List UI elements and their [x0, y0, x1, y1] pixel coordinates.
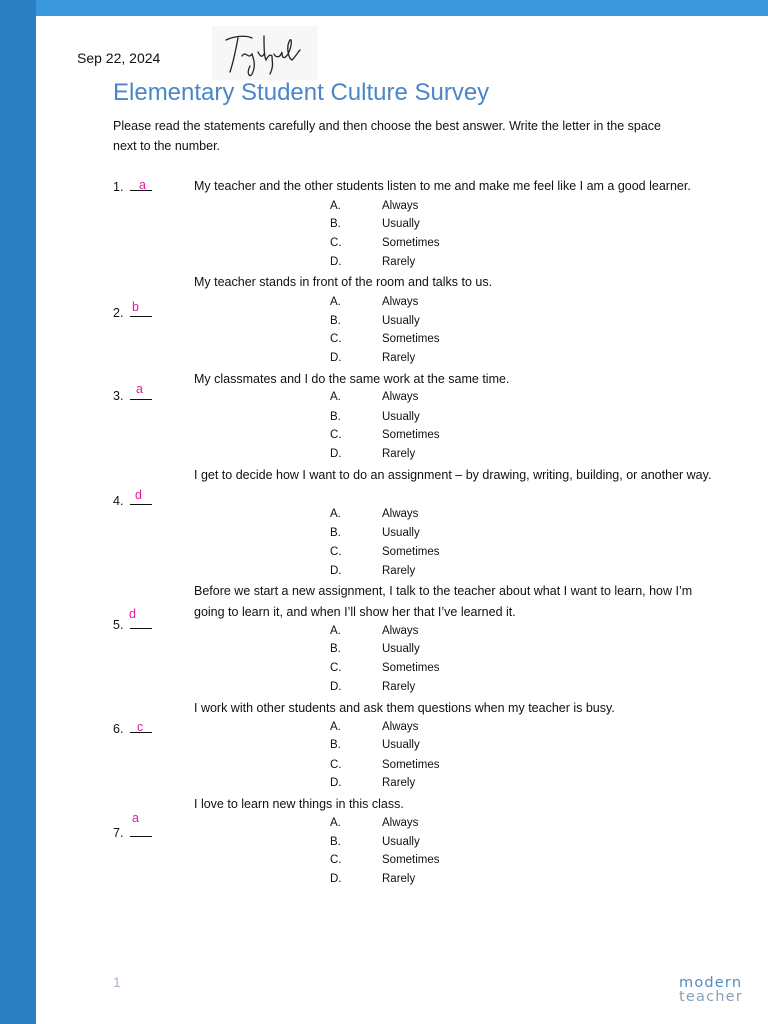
- page-title: Elementary Student Culture Survey: [113, 79, 490, 106]
- side-accent-bar: [0, 0, 36, 1024]
- answer-letter: d: [129, 607, 136, 621]
- signature-image: [212, 26, 318, 80]
- question-text: I work with other students and ask them questions when my teacher is busy.: [194, 701, 615, 715]
- question-text: My classmates and I do the same work at the same time.: [194, 372, 510, 386]
- brand-logo: [679, 976, 743, 1004]
- answer-blank[interactable]: [130, 824, 152, 837]
- answer-letter: a: [139, 178, 146, 192]
- brand-line-2: teacher: [679, 989, 743, 1005]
- question-number: 5.: [113, 616, 152, 632]
- question-text: My teacher and the other students listen to me and make me feel like I am a good learner.: [194, 179, 691, 193]
- question-number: 3.: [113, 387, 152, 403]
- answer-letter: a: [132, 811, 139, 825]
- question-text: I love to learn new things in this class.: [194, 797, 404, 811]
- question-number: 2.: [113, 304, 152, 320]
- question-number: 4.: [113, 492, 152, 508]
- brand-line-1: modern: [679, 975, 743, 991]
- question-text: I get to decide how I want to do an assignment – by drawing, writing, building, or another way.: [194, 468, 712, 482]
- question-text: My teacher stands in front of the room and talks to us.: [194, 275, 493, 289]
- question-number: 1.: [113, 178, 152, 194]
- question-number: 6.: [113, 720, 152, 736]
- instructions: Please read the statements carefully and then choose the best answer. Write the letter in the space next to the number.: [113, 119, 662, 153]
- answer-letter: c: [137, 720, 144, 734]
- top-accent-bar: [0, 0, 768, 16]
- answer-letter: a: [136, 382, 143, 396]
- page-number: 1: [113, 974, 121, 990]
- question-text: Before we start a new assignment, I talk to the teacher about what I want to learn, how I’m going to learn it, and when I’ll show her that I’ve learned it.: [194, 584, 693, 619]
- question-number: 7.: [113, 824, 152, 840]
- survey-date: Sep 22, 2024: [77, 50, 161, 66]
- answer-letter: b: [132, 300, 139, 314]
- answer-letter: d: [135, 488, 142, 502]
